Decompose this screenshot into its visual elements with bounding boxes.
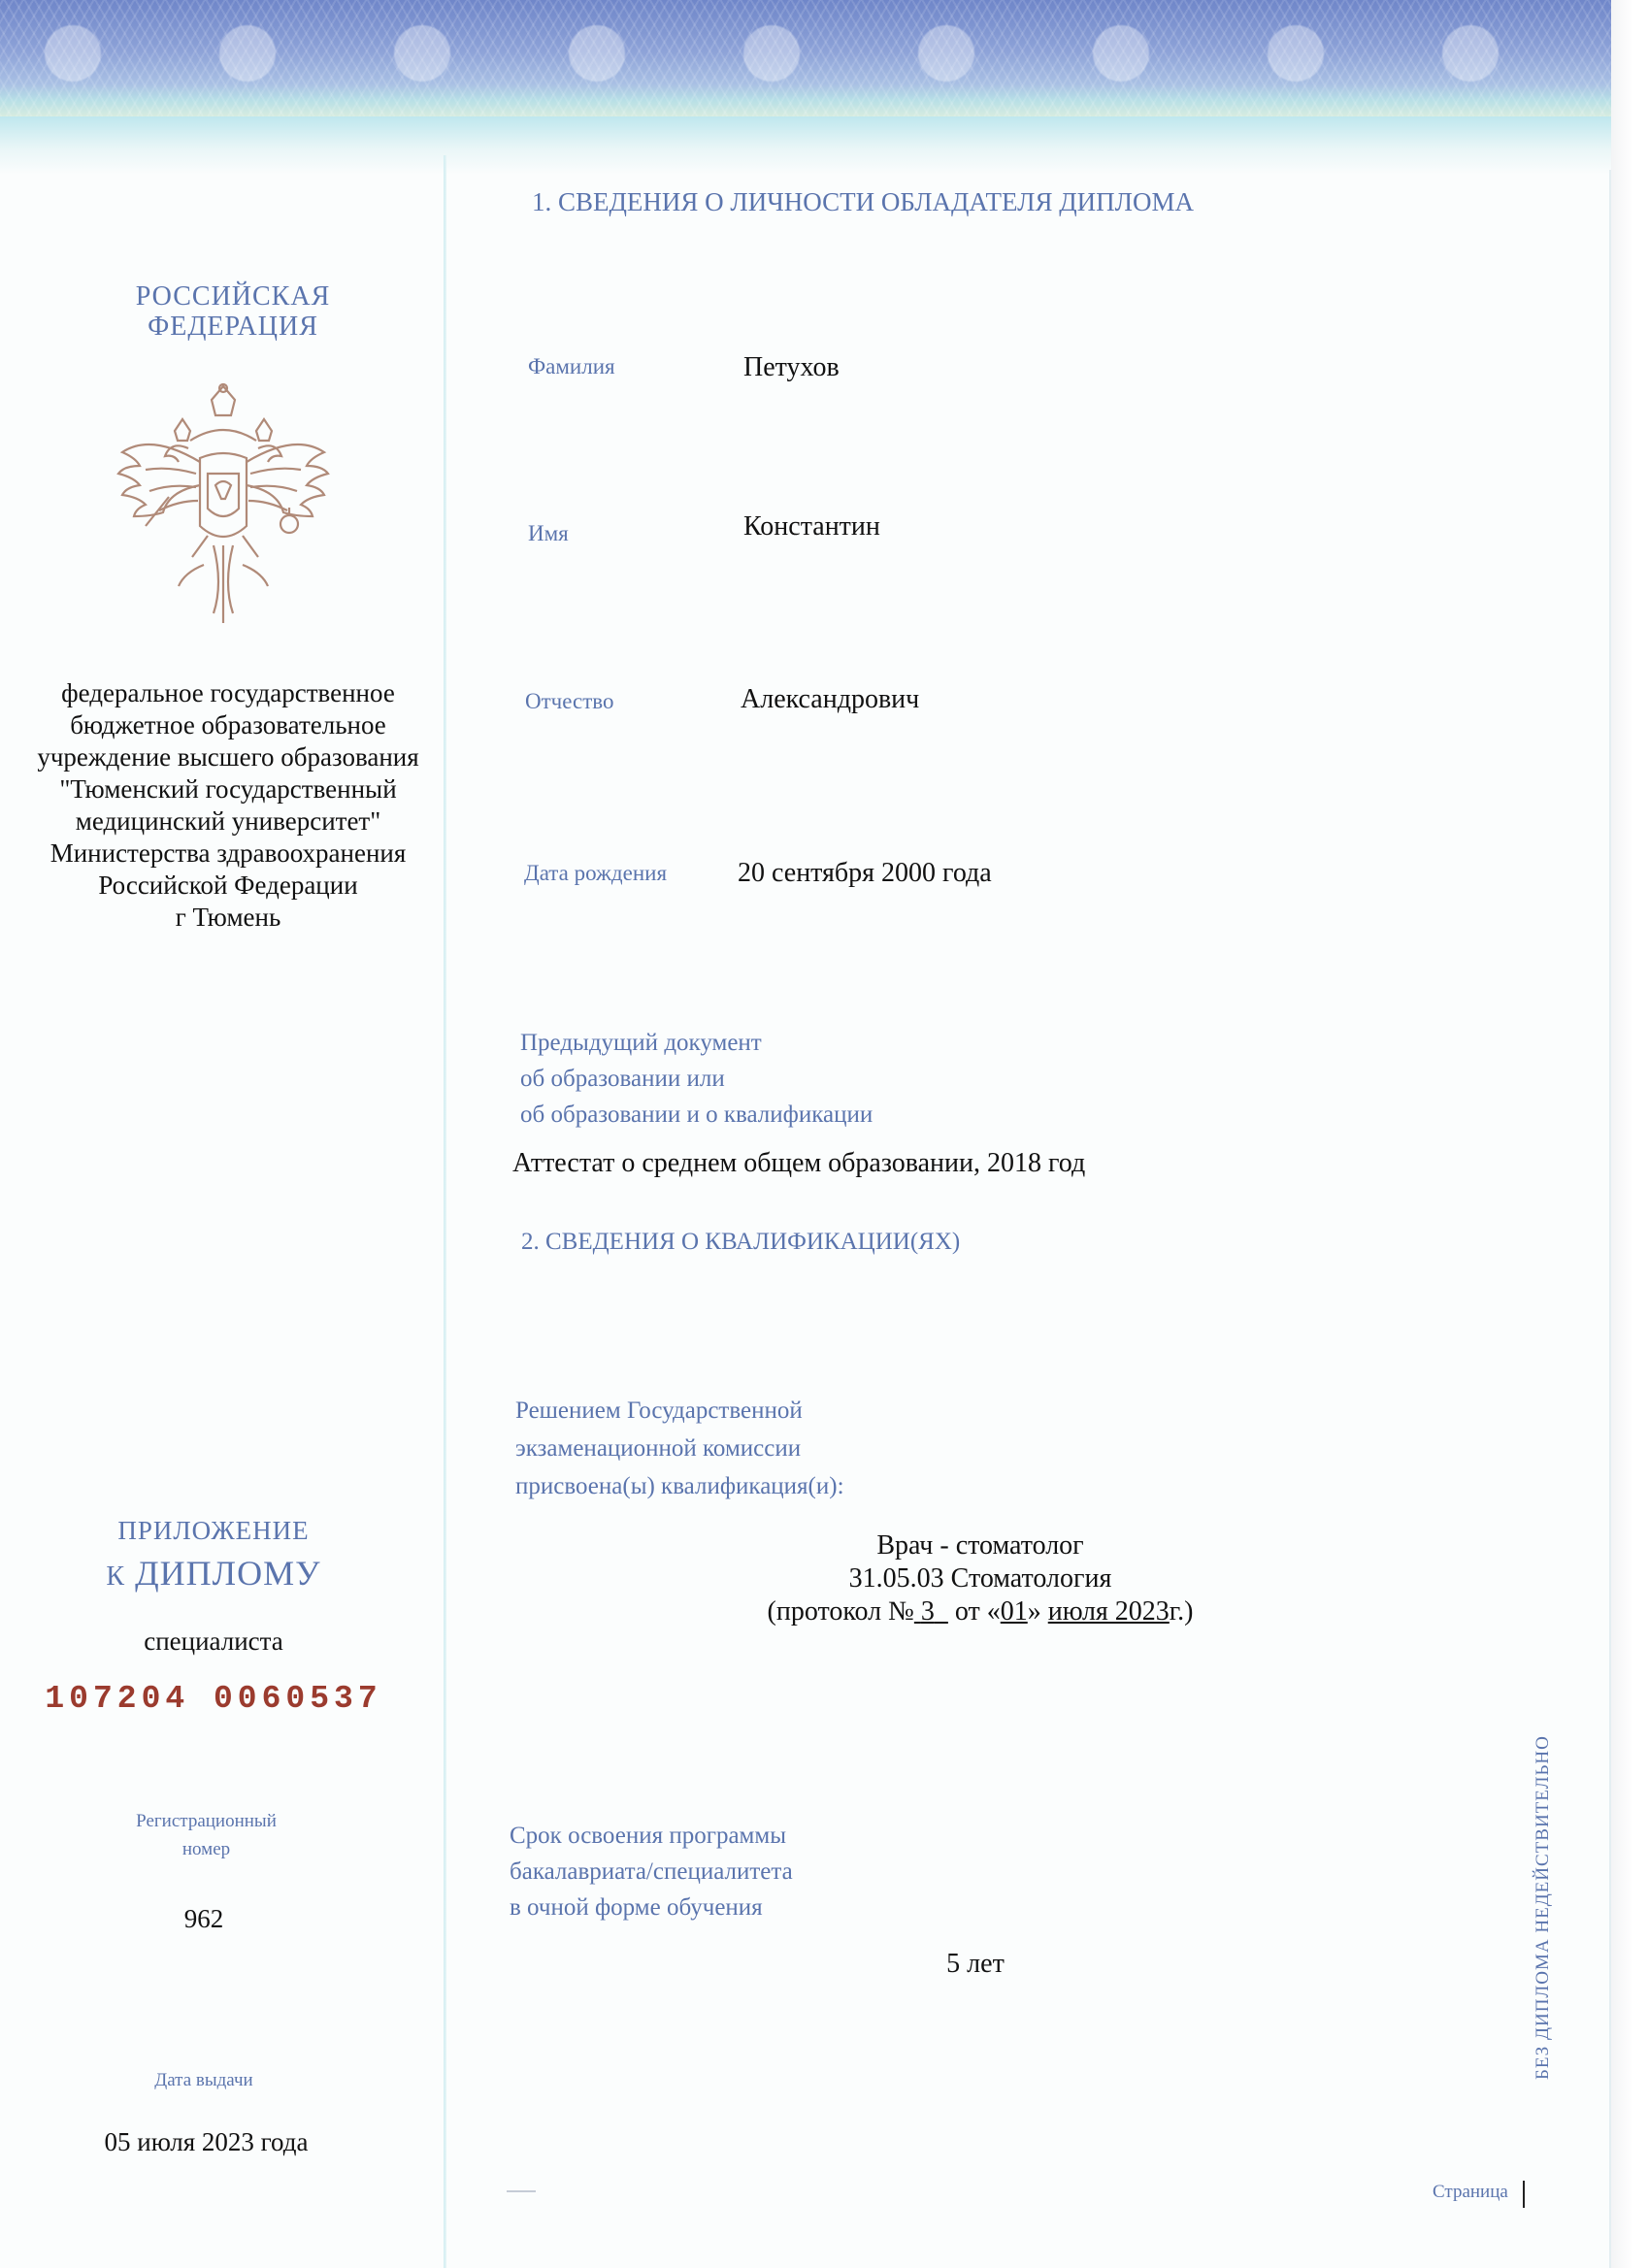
registration-number-label (0, 1807, 412, 1863)
qualification-block (679, 1529, 1281, 1628)
qualification-title: Врач - стоматолог (876, 1530, 1084, 1561)
prev-doc-label-line-3: об образовании и о квалификации (520, 1101, 873, 1128)
page-label: Страница (1433, 2182, 1508, 2202)
patronymic-value: Александрович (741, 684, 920, 714)
country-line-2: ФЕДЕРАЦИЯ (148, 312, 318, 342)
name-label: Имя (528, 521, 569, 545)
name-value: Константин (743, 511, 880, 542)
prev-doc-label-line-2: об образовании или (520, 1066, 725, 1092)
patronymic-label: Отчество (525, 689, 614, 713)
org-line-3: учреждение высшего образования (37, 742, 419, 772)
protocol-number (914, 1596, 948, 1627)
validity-note: БЕЗ ДИПЛОМА НЕДЕЙСТВИТЕЛЬНО (1533, 1735, 1553, 2080)
decision-label-line-1: Решением Государственной (515, 1397, 803, 1424)
qualification-level: специалиста (144, 1627, 283, 1656)
coat-of-arms-emblem-icon (107, 380, 340, 638)
organization-name (0, 677, 456, 934)
appendix-title-line-1: ПРИЛОЖЕНИЕ (117, 1516, 310, 1545)
decorative-band-fade (0, 116, 1611, 175)
page-marker (1523, 2181, 1525, 2208)
column-divider (444, 155, 446, 2268)
org-line-4: "Тюменский государственный (59, 774, 397, 804)
country-title (0, 281, 466, 342)
study-term-label (510, 1818, 793, 1925)
prev-doc-label-line-1: Предыдущий документ (520, 1030, 762, 1056)
decision-label-line-2: экзаменационной комиссии (515, 1435, 802, 1462)
previous-document-label (520, 1025, 873, 1133)
term-label-line-2: бакалавриата/специалитета (510, 1858, 793, 1885)
appendix-title-line-2 (0, 1553, 427, 1594)
protocol-suffix: г.) (1169, 1596, 1194, 1627)
registration-label-line-1: Регистрационный (136, 1811, 277, 1831)
org-line-8: г Тюмень (175, 903, 281, 932)
surname-value: Петухов (743, 352, 840, 382)
registration-label-line-2: номер (181, 1839, 231, 1859)
issue-date-value: 05 июля 2023 года (104, 2127, 309, 2156)
term-label-line-1: Срок освоения программы (510, 1823, 786, 1849)
protocol-number-text: 3 (920, 1596, 935, 1627)
study-term-value: 5 лет (946, 1949, 1005, 1979)
specialty-code: 31.05.03 Стоматология (848, 1563, 1112, 1594)
appendix-prefix: К (106, 1561, 126, 1592)
section-2-title: 2. СВЕДЕНИЯ О КВАЛИФИКАЦИИ(ЯХ) (521, 1229, 961, 1255)
birth-date-label: Дата рождения (524, 861, 668, 885)
protocol-line: (протокол № 3 от «01» июля 2023г.) (767, 1596, 1194, 1627)
decorative-top-band (0, 0, 1611, 116)
org-line-6: Министерства здравоохранения (49, 838, 407, 868)
surname-label: Фамилия (528, 354, 615, 378)
section-1-title: 1. СВЕДЕНИЯ О ЛИЧНОСТИ ОБЛАДАТЕЛЯ ДИПЛОМА (532, 187, 1194, 216)
protocol-from: от (954, 1596, 980, 1627)
protocol-month-year: июля 2023 (1047, 1596, 1170, 1627)
footer-dash (507, 2190, 536, 2192)
commission-decision-label (515, 1392, 844, 1505)
protocol-day: 01 (1000, 1596, 1028, 1627)
birth-date-value: 20 сентября 2000 года (738, 858, 992, 888)
decision-label-line-3: присвоена(ы) квалификация(и): (515, 1473, 844, 1499)
scan-edge (1611, 0, 1648, 2268)
serial-number: 107204 0060537 (45, 1681, 382, 1717)
previous-document-value: Аттестат о среднем общем образовании, 2018 год (512, 1148, 1086, 1178)
country-line-1: РОССИЙСКАЯ (135, 281, 331, 312)
org-line-1: федеральное государственное (61, 678, 395, 707)
registration-number-value: 962 (183, 1904, 224, 1933)
org-line-7: Российской Федерации (98, 871, 358, 900)
protocol-prefix: (протокол № (767, 1596, 914, 1627)
org-line-5: медицинский университет" (75, 806, 381, 836)
issue-date-label: Дата выдачи (154, 2070, 253, 2090)
term-label-line-3: в очной форме обучения (510, 1894, 763, 1921)
appendix-word: ДИПЛОМУ (135, 1554, 321, 1593)
org-line-2: бюджетное образовательное (70, 710, 386, 740)
